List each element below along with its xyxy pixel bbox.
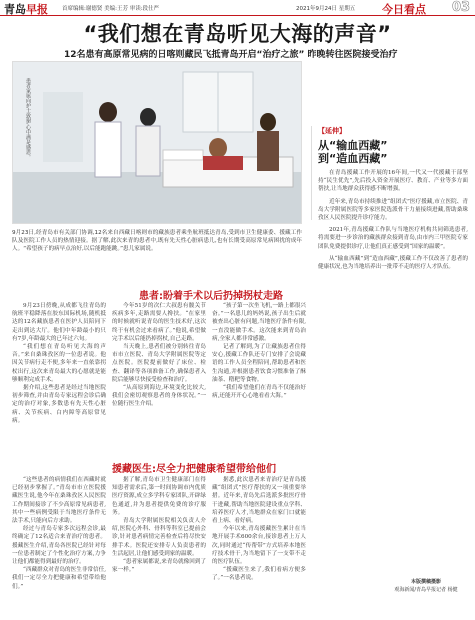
reporter-credit (378, 578, 474, 594)
paragraph: 今年以来,青岛援藏医生累计在当地开展手术600余台,接诊患者上万人次,同时通过“传帮带”方式培养本地医疗技术骨干,为当地留下了一支带不走的医疗队伍。 (212, 526, 306, 566)
paragraph: 据悉,此次患者来青治疗是青岛援藏“组团式”医疗帮扶的又一项重要举措。近年来,青岛先后选派多批医疗骨干进藏,帮助当地医院建设重点学科、培养医疗人才,当地群众在家门口就能看上病、看好病。 (212, 477, 306, 525)
sidebar-paragraph: 近年来,青岛市持续推进“组团式”医疗援藏,市立医院、青岛大学附属医院等多家医院选派骨干力量接续进藏,帮助桑珠孜区人民医院提升诊疗能力。 (318, 198, 468, 222)
sub-headline: 12名患有高原常见病的日喀则藏民飞抵青岛开启“治疗之旅” 昨晚转往医院接受治疗 (64, 50, 398, 60)
sidebar-paragraph: 从“输血西藏”到“造血西藏”,援藏工作不仅改善了患者的健康状况,也为当地培养出一批带不走的医疗人才队伍。 (318, 255, 468, 271)
paragraph: “从高原到海边,环境变化比较大,我们会密切观察患者的身体状况。”一位随行医生介绍。 (112, 385, 206, 408)
divider (311, 126, 312, 220)
article-column (12, 476, 106, 616)
paragraph: 9月23日傍晚,从成都飞往青岛的航班平稳降落在胶东国际机场,随机抵达的12名藏族患者在医护人员陪同下走出到达大厅。他们中年龄最小的只有7岁,年龄最大的已年过六旬。 (12, 303, 106, 342)
hospital-room-illustration (13, 62, 302, 224)
news-photo (12, 61, 302, 224)
sidebar-tag: 【延伸】 (318, 127, 346, 135)
paragraph: 经过与青岛专家多次远程会诊,最终确定了12名适合来青治疗的患者。援藏医生介绍,青岛各医院已经针对每一位患者制定了个性化治疗方案,力争让他们都能得到最好的治疗。 (12, 526, 106, 566)
paragraph: “援藏医生来了,我们看病方便多了。”一名患者说。 (212, 567, 306, 582)
paragraph: 记者了解到,为了让藏族患者住得安心,援藏工作队还专门安排了会说藏语的工作人员全程陪同,帮助患者和医生沟通,并根据患者饮食习惯准备了酥油茶、糌粑等食物。 (212, 344, 306, 383)
section-heading-doctors: 援藏医生:尽全力把健康希望带给他们 (112, 464, 276, 475)
section-title: 今日看点 (382, 3, 426, 16)
sidebar-title-line: 到“造血西藏” (318, 152, 388, 165)
paragraph: 今年51岁的次仁大叔患有髋关节疾病多年,走路需要人搀扶。“在家里的时候就听说青岛的医生技术好,这次终于有机会过来看病了。”他说,希望做完手术以后能扔掉拐杖,自己走路。 (112, 303, 206, 342)
issue-date: 2021年9月24日 星期五 (296, 6, 356, 12)
article-column (112, 302, 206, 452)
paragraph: “我们希望他们在青岛不仅能治好病,还能开开心心地看看大海。” (212, 385, 306, 400)
article-column (212, 476, 306, 616)
lead-caption: 9月23日,经青岛市有关部门协调,12名来自西藏日喀则市的藏族患者乘坐航班抵达青岛,受到市卫生健康委、援藏工作队及医院工作人员的热情迎接。据了解,此次来青的患者中,既有先天性心脏病患儿,也有长期受高原常见病困扰的成年人。“希望孩子的病早点治好,以后能跑能跳。”患儿家属说。 (12, 230, 302, 253)
main-headline: “我们想在青岛听见大海的声音” (83, 22, 392, 46)
sidebar-paragraph: 在青岛援藏工作开展的16年间,一代又一代援藏干部坚持“民生优先”,先后投入资金开展医疗、教育、产业等多方面帮扶,让当地群众获得感不断增强。 (318, 170, 468, 193)
page-number: 03 (452, 0, 471, 15)
paragraph: “患者家属都说,来青岛就像回到了家一样。” (112, 559, 206, 574)
credit-label: 本版撰稿摄影 (410, 579, 441, 585)
sidebar-paragraph: 2021年,青岛援藏工作队与当地医疗机构共同筛选患者,将需要进一步诊治的藏族群众接到青岛,由市内三甲医院专家团队免费提供诊疗,让他们真正感受到“国家的温暖”。 (318, 227, 468, 250)
paragraph: “我们想在青岛听见大海的声音。”来自桑珠孜区的一位患者说。他因关节病行走不便,多年来一直依靠拐杖出行,这次来青岛最大的心愿就是能够顺利完成手术。 (12, 344, 106, 383)
sidebar-title (318, 139, 468, 165)
article-column (12, 302, 106, 452)
newspaper-logo: 青岛早报 (4, 3, 48, 16)
article-column (112, 476, 206, 616)
paragraph: “这些患者的病情我们在西藏时就已经初步掌握了。”青岛市市立医院援藏医生说,他今年在桑珠孜区人民医院工作期间接诊了不少高原常见病患者,其中一些病例受限于当地医疗条件无法手术,只能向后方求助。 (12, 477, 106, 525)
section-heading-patients: 患者:盼着手术以后扔掉拐杖走路 (139, 291, 283, 302)
article-column (212, 302, 306, 452)
photo-caption: 患者家属向护士致谢,心中满是感恩。 (25, 78, 31, 160)
credit-names: 观海新闻/青岛早报记者 杨健 (394, 587, 458, 593)
masthead (0, 0, 475, 16)
editor-info: 首席编辑:谢德贤 美编:王芳 审读:段仕严 (62, 6, 160, 12)
paragraph: “西藏群众对青岛的医生非常信任,我们一定尽全力把健康和希望带给他们。” (12, 567, 106, 590)
sidebar-extension (318, 126, 468, 271)
paragraph: 当天晚上,患者们被分别转往青岛市市立医院、青岛大学附属医院等定点医院。医院提前做好了床位、检查、翻译等各项准备工作,确保患者入院后能够尽快接受检查和治疗。 (112, 344, 206, 383)
paragraph: “孩子第一次坐飞机,一路上都很兴奋。”一名患儿的妈妈说,孩子出生后就被查出心脏有问题,当地医疗条件有限,一直没能做手术。这次能来到青岛治病,全家人都非常感激。 (212, 303, 306, 342)
paragraph: 据介绍,这些患者是经过当地医院初步筛查,并由青岛专家远程会诊后确定的治疗对象,多数患有先天性心脏病、关节疾病、白内障等高原常见病。 (12, 385, 106, 424)
sidebar-title-line: 从“输血西藏” (318, 139, 388, 152)
paragraph: 青岛大学附属医院相关负责人介绍,医院心外科、骨科等科室已提前会诊,针对患者病情完善检查后将尽快安排手术。医院还安排专人负责患者的生活起居,让他们感受到家的温暖。 (112, 518, 206, 557)
paragraph: 据了解,青岛市卫生健康部门在得知患者需求后,第一时间协调市内优质医疗资源,成立多学科专家团队,开辟绿色通道,并为患者提供免费的诊疗服务。 (112, 477, 206, 516)
